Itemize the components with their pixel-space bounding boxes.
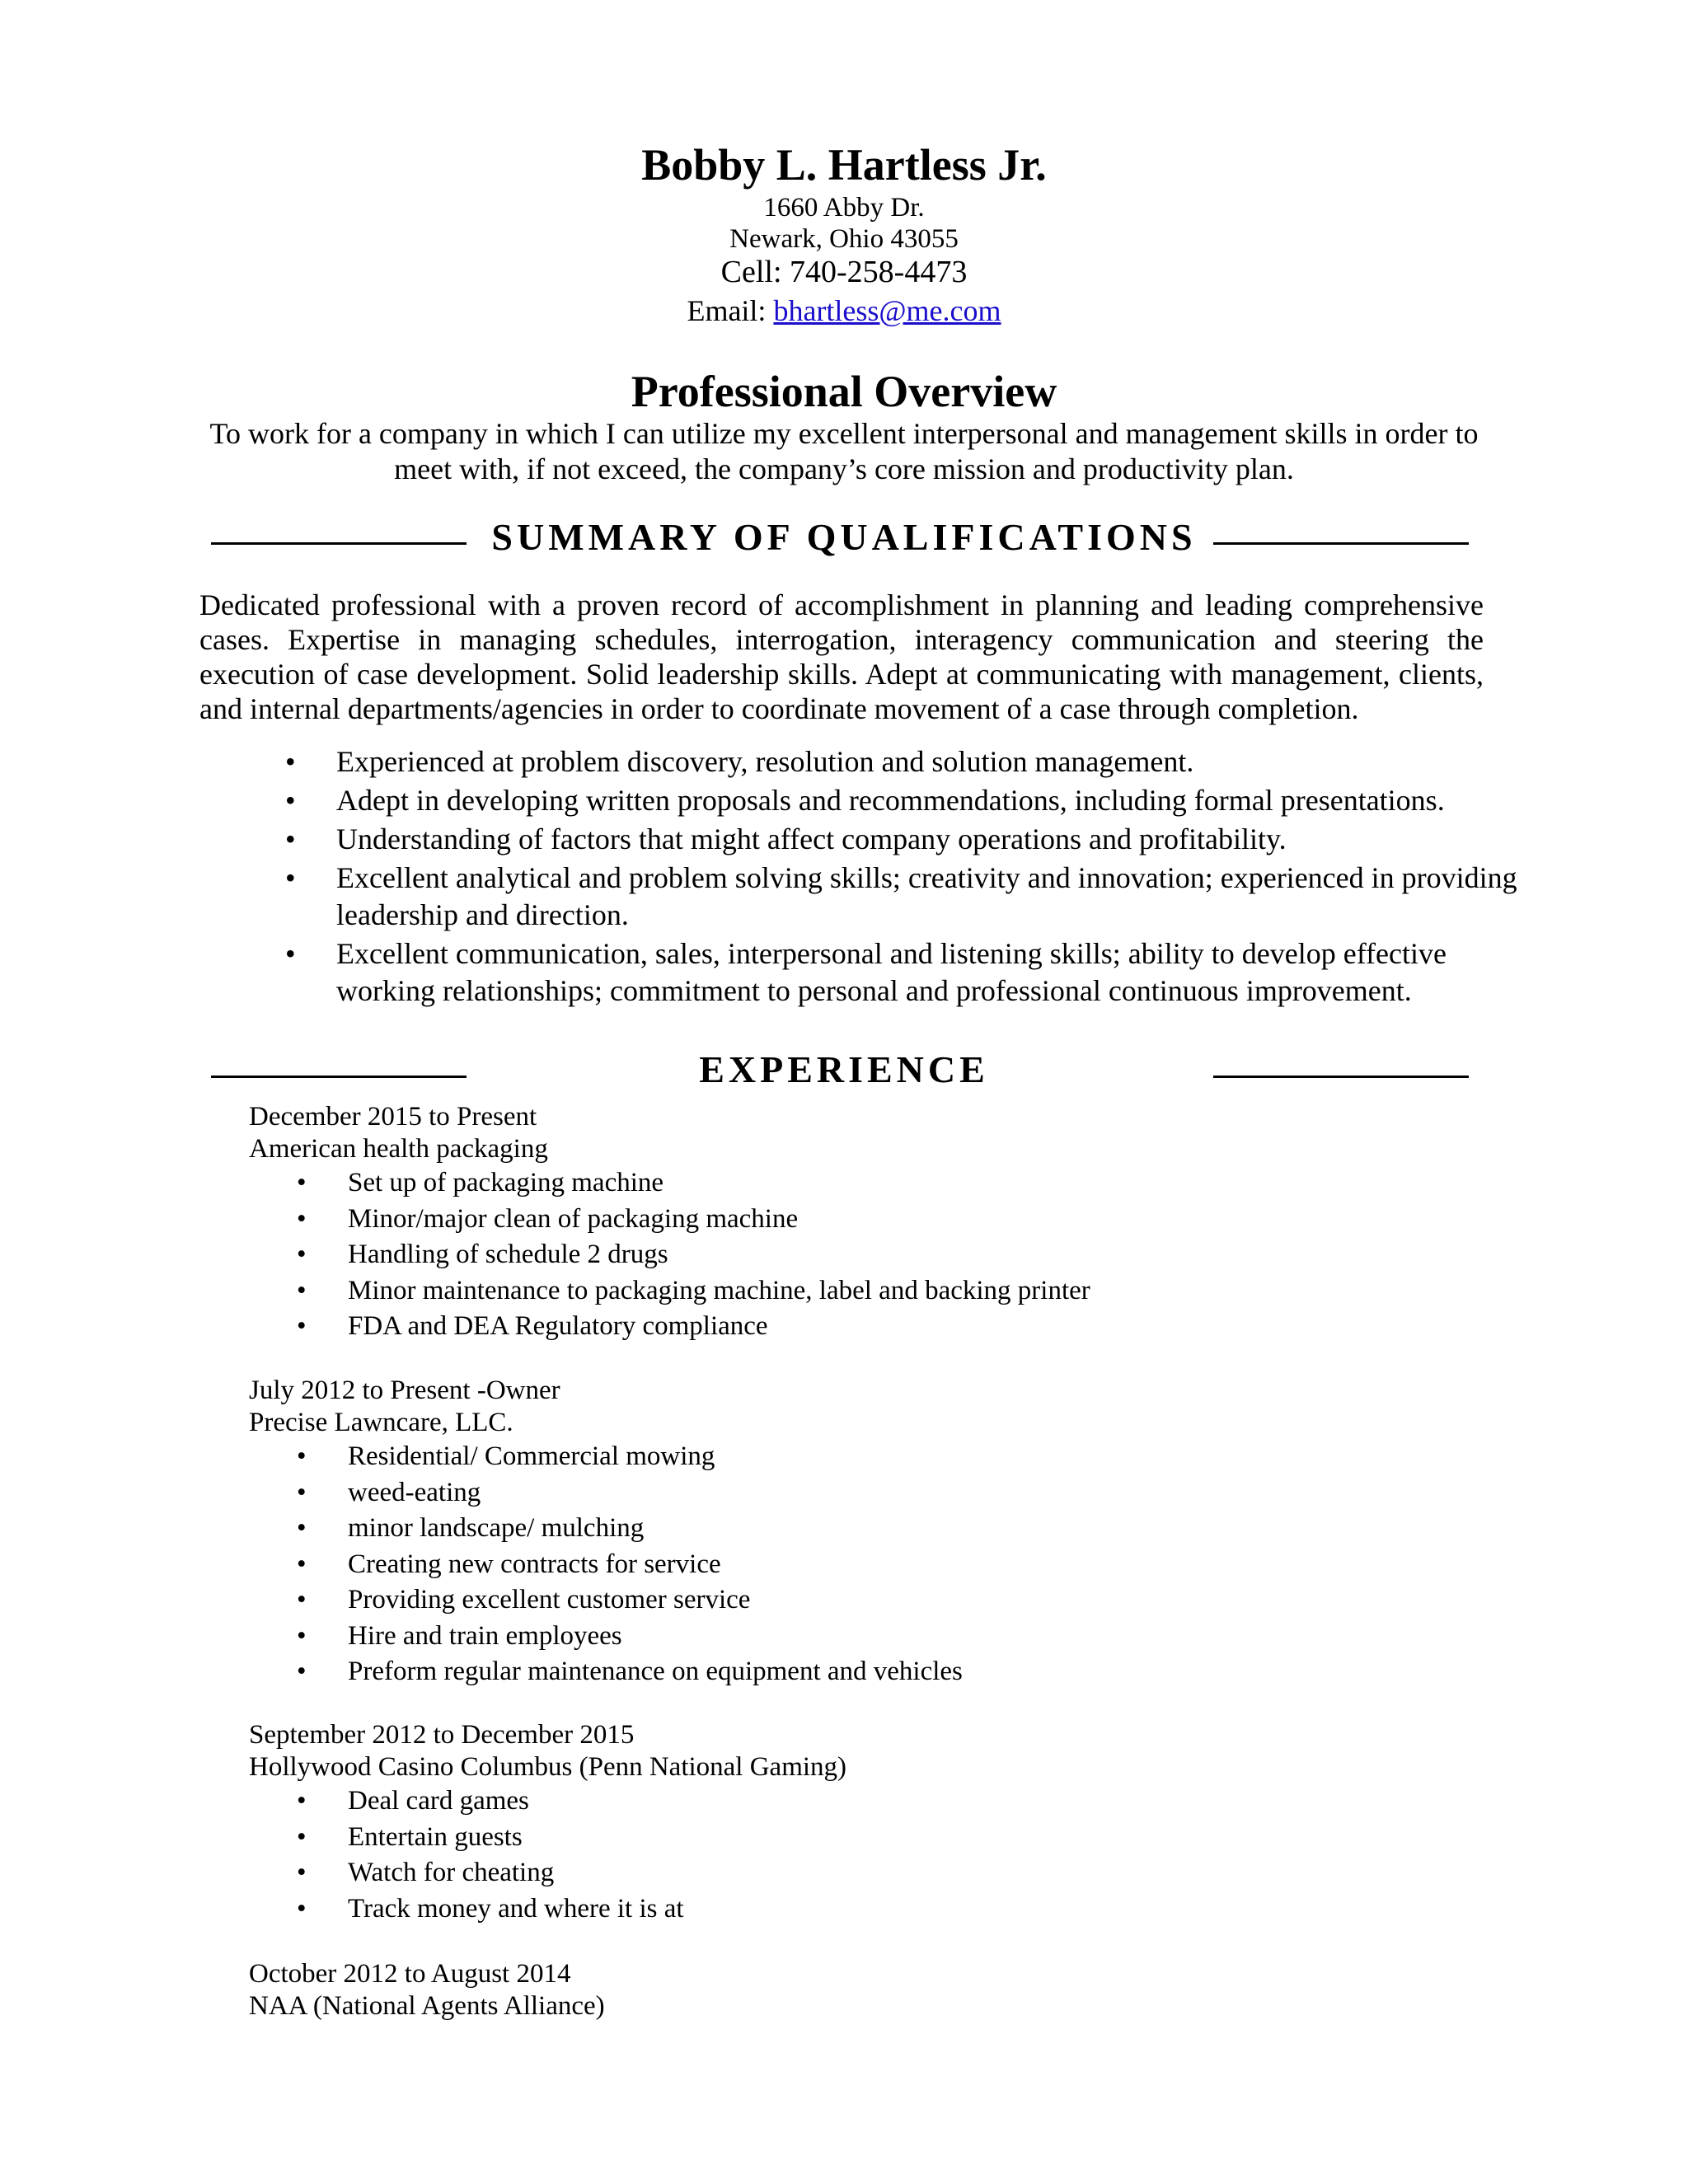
list-item: • Set up of packaging machine (249, 1165, 1485, 1202)
job-entry (249, 1375, 1485, 1690)
bullet-icon: • (285, 861, 296, 894)
experience-section-header (0, 1047, 1688, 1096)
job-dates: December 2015 to Present (249, 1102, 537, 1132)
bullet-icon: • (297, 1168, 307, 1197)
job-entry (249, 1101, 1485, 1345)
list-item: • Minor/major clean of packaging machine (249, 1202, 1485, 1238)
address-line-1: 1660 Abby Dr. (763, 193, 925, 223)
bullet-icon: • (297, 1513, 307, 1543)
qualifications-section-header (0, 514, 1688, 564)
bullet-icon: • (297, 1893, 307, 1924)
job-company: Precise Lawncare, LLC. (249, 1408, 513, 1437)
list-item: • FDA and DEA Regulatory compliance (249, 1309, 1485, 1345)
job-duties (249, 1783, 1485, 1927)
qualifications-summary: Dedicated professional with a proven record of accomplishment in planning and leading comprehensive cases. Expertise in managing schedules, interrogation, interagency communication and steering the execution of case development. Solid leadership skills. Adept at communicating with management, clients, and internal departments/agencies in order to coordinate movement of a case through completion. (199, 588, 1484, 725)
bullet-icon: • (297, 1203, 307, 1234)
list-item: • Residential/ Commercial mowing (249, 1439, 1485, 1475)
bullet-icon: • (297, 1858, 307, 1887)
bullet-icon: • (297, 1549, 307, 1579)
qualifications-list (199, 743, 1518, 1011)
list-item: • Excellent communication, sales, interpersonal and listening skills; ability to develop effective working relationships; commitment to personal and professional continuous improvement. (285, 937, 1447, 1007)
overview-heading: Professional Overview (631, 367, 1057, 416)
job-duties (249, 1439, 1485, 1690)
list-item: • minor landscape/ mulching (249, 1511, 1485, 1547)
job-duties (249, 1165, 1485, 1345)
list-item: • Watch for cheating (249, 1855, 1485, 1891)
bullet-icon: • (297, 1275, 307, 1305)
job-company: NAA (National Agents Alliance) (249, 1991, 605, 2021)
bullet-icon: • (285, 937, 296, 970)
divider-right (1213, 1076, 1469, 1078)
job-company: Hollywood Casino Columbus (Penn National Gaming) (249, 1752, 847, 1782)
bullet-icon: • (297, 1585, 307, 1615)
bullet-icon: • (285, 784, 296, 817)
bullet-icon: • (297, 1477, 307, 1507)
job-entry (249, 1958, 1485, 2022)
address-line-2: Newark, Ohio 43055 (729, 224, 959, 254)
job-entry (249, 1719, 1485, 1927)
list-item: • Understanding of factors that might affect company operations and profitability. (199, 821, 1518, 858)
email-label: Email: (687, 294, 774, 327)
divider-right (1213, 542, 1469, 545)
list-item: • Entertain guests (249, 1820, 1485, 1856)
job-dates: July 2012 to Present -Owner (249, 1376, 560, 1405)
bullet-icon: • (297, 1821, 307, 1852)
list-item: • Experienced at problem discovery, resolution and solution management. (199, 743, 1518, 780)
overview-text: To work for a company in which I can utilize my excellent interpersonal and management skills in order to meet with, if not exceed, the company’s core mission and productivity plan. (209, 417, 1479, 485)
list-item: • Adept in developing written proposals and recommendations, including formal presentations. (199, 782, 1518, 819)
list-item: • Handling of schedule 2 drugs (249, 1237, 1485, 1273)
bullet-icon: • (297, 1786, 307, 1816)
cell-phone: Cell: 740-258-4473 (720, 255, 968, 289)
list-item: • Hire and train employees (249, 1619, 1485, 1655)
bullet-icon: • (285, 823, 296, 855)
bullet-icon: • (297, 1657, 307, 1686)
list-item: • Deal card games (249, 1783, 1485, 1820)
list-item: • Excellent analytical and problem solving skills; creativity and innovation; experienced in providing leadership and direction. (285, 861, 1517, 931)
list-item: • Preform regular maintenance on equipment and vehicles (249, 1654, 1485, 1690)
list-item: • weed-eating (249, 1475, 1485, 1511)
bullet-icon: • (297, 1240, 307, 1269)
list-item: • Creating new contracts for service (249, 1547, 1485, 1583)
list-item: • Track money and where it is at (249, 1891, 1485, 1928)
candidate-name: Bobby L. Hartless Jr. (641, 140, 1047, 190)
email-link[interactable]: bhartless@me.com (773, 294, 1001, 327)
qualifications-heading: SUMMARY OF QUALIFICATIONS (491, 516, 1197, 558)
job-company: American health packaging (249, 1134, 548, 1164)
job-dates: October 2012 to August 2014 (249, 1959, 571, 1989)
email-line (0, 293, 1688, 329)
experience-heading: EXPERIENCE (699, 1048, 989, 1090)
bullet-icon: • (285, 745, 296, 778)
bullet-icon: • (297, 1620, 307, 1651)
bullet-icon: • (297, 1441, 307, 1471)
list-item: • Minor maintenance to packaging machine, label and backing printer (249, 1273, 1485, 1310)
list-item: • Providing excellent customer service (249, 1582, 1485, 1619)
bullet-icon: • (297, 1311, 307, 1341)
job-dates: September 2012 to December 2015 (249, 1720, 635, 1750)
